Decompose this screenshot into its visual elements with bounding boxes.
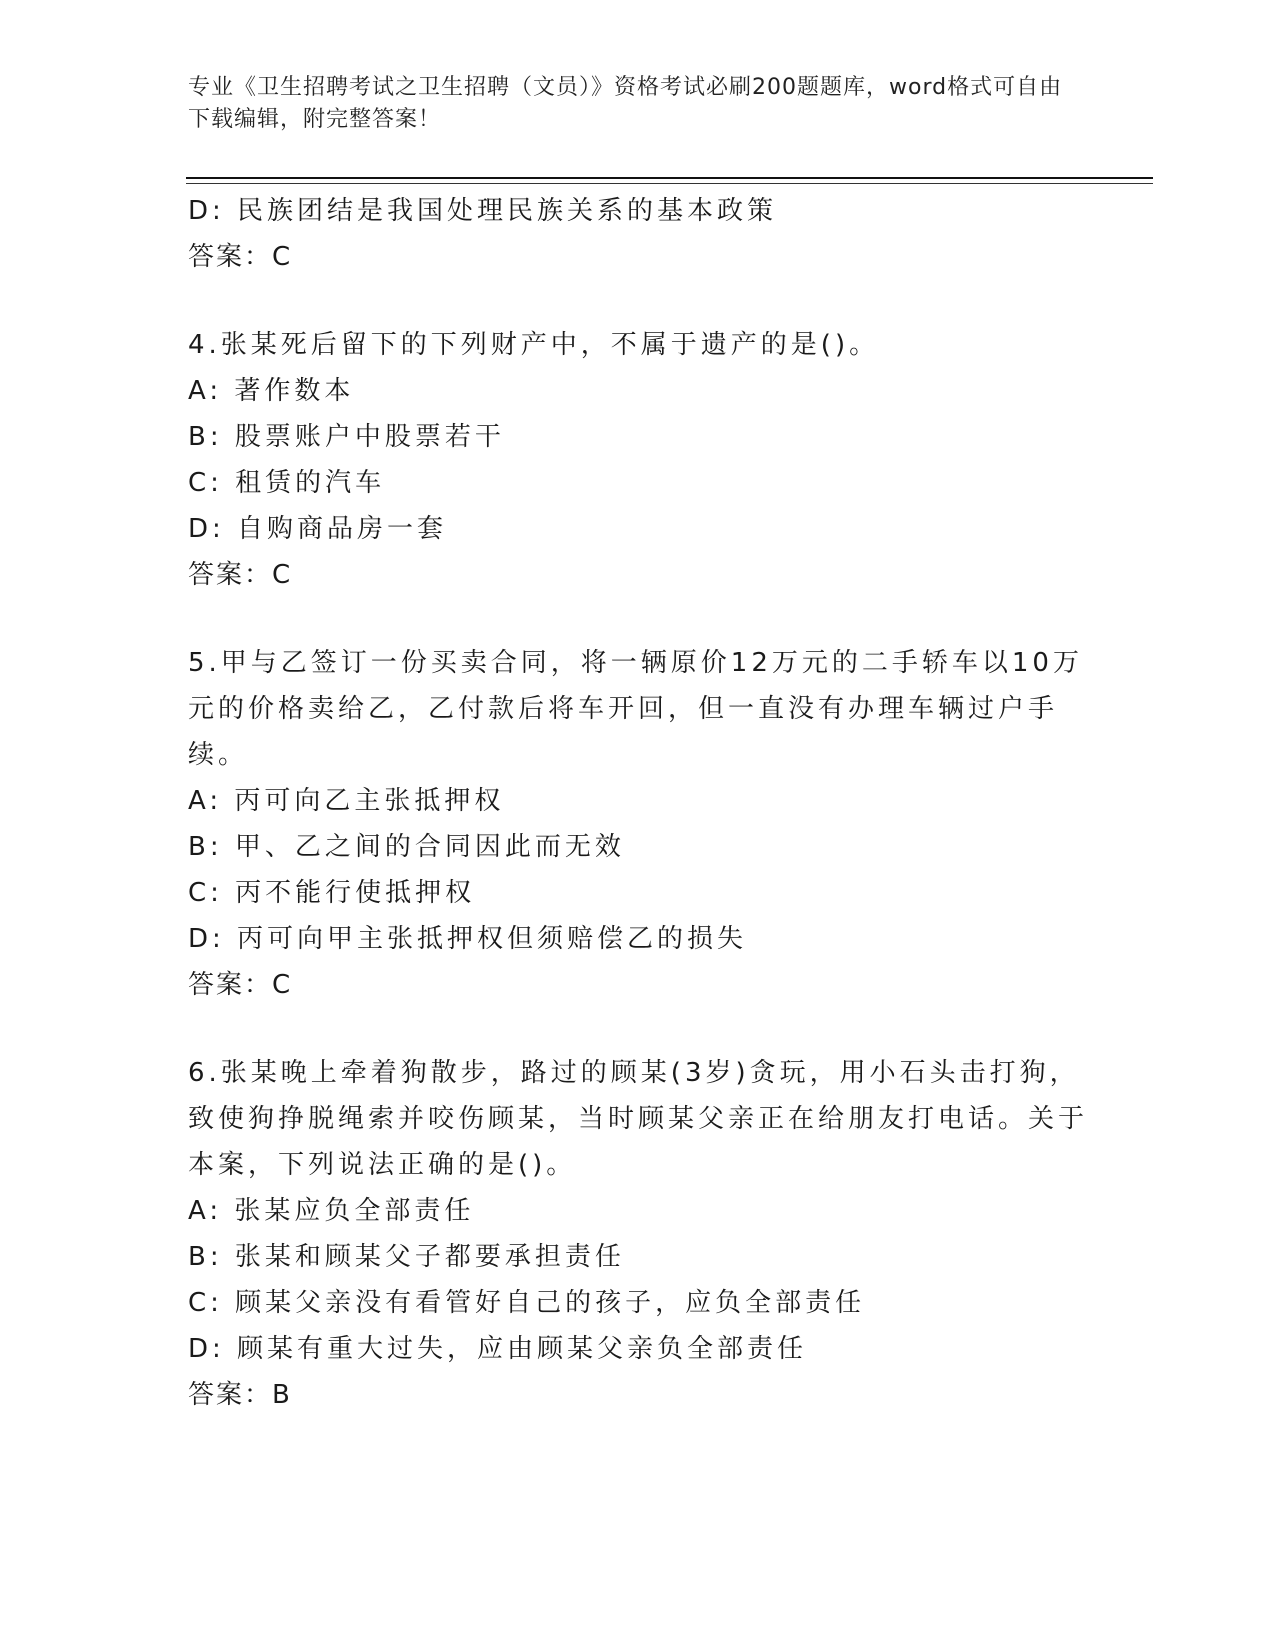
question-stem: 5.甲与乙签订一份买卖合同，将一辆原价12万元的二手轿车以10万元的价格卖给乙，乙付款后将车开回，但一直没有办理车辆过户手续。	[188, 648, 1083, 770]
option-b: B: 甲、乙之间的合同因此而无效	[188, 832, 625, 862]
option-d: D: 自购商品房一套	[188, 514, 448, 544]
question-stem: 4.张某死后留下的下列财产中，不属于遗产的是()。	[188, 330, 880, 360]
previous-question-fragment	[188, 188, 1088, 280]
answer-line: 答案：C	[188, 560, 293, 590]
option-d: D: 顾某有重大过失，应由顾某父亲负全部责任	[188, 1334, 808, 1364]
question-5	[188, 640, 1088, 1008]
option-b: B: 股票账户中股票若干	[188, 422, 505, 452]
option-c: C: 顾某父亲没有看管好自己的孩子，应负全部责任	[188, 1288, 866, 1318]
option-c: C: 租赁的汽车	[188, 468, 386, 498]
answer-line: 答案：C	[188, 242, 293, 272]
document-header: 专业《卫生招聘考试之卫生招聘（文员）》资格考试必刷200题题库，word格式可自由下载编辑，附完整答案！	[188, 75, 1063, 132]
option-a: A: 著作数本	[188, 376, 355, 406]
answer-line: 答案：B	[188, 1380, 292, 1410]
option-d: D: 民族团结是我国处理民族关系的基本政策	[188, 196, 778, 226]
option-b: B: 张某和顾某父子都要承担责任	[188, 1242, 625, 1272]
option-a: A: 丙可向乙主张抵押权	[188, 786, 505, 816]
question-stem: 6.张某晚上牵着狗散步，路过的顾某(3岁)贪玩，用小石头击打狗，致使狗挣脱绳索并咬伤顾某，当时顾某父亲正在给朋友打电话。关于本案，下列说法正确的是()。	[188, 1058, 1089, 1180]
option-c: C: 丙不能行使抵押权	[188, 878, 476, 908]
option-a: A: 张某应负全部责任	[188, 1196, 475, 1226]
question-4	[188, 322, 1088, 598]
header-divider-thin	[186, 183, 1153, 184]
question-6	[188, 1050, 1088, 1418]
answer-line: 答案：C	[188, 970, 293, 1000]
header-divider-thick	[186, 177, 1153, 179]
option-d: D: 丙可向甲主张抵押权但须赔偿乙的损失	[188, 924, 748, 954]
question-content	[188, 188, 1088, 1418]
